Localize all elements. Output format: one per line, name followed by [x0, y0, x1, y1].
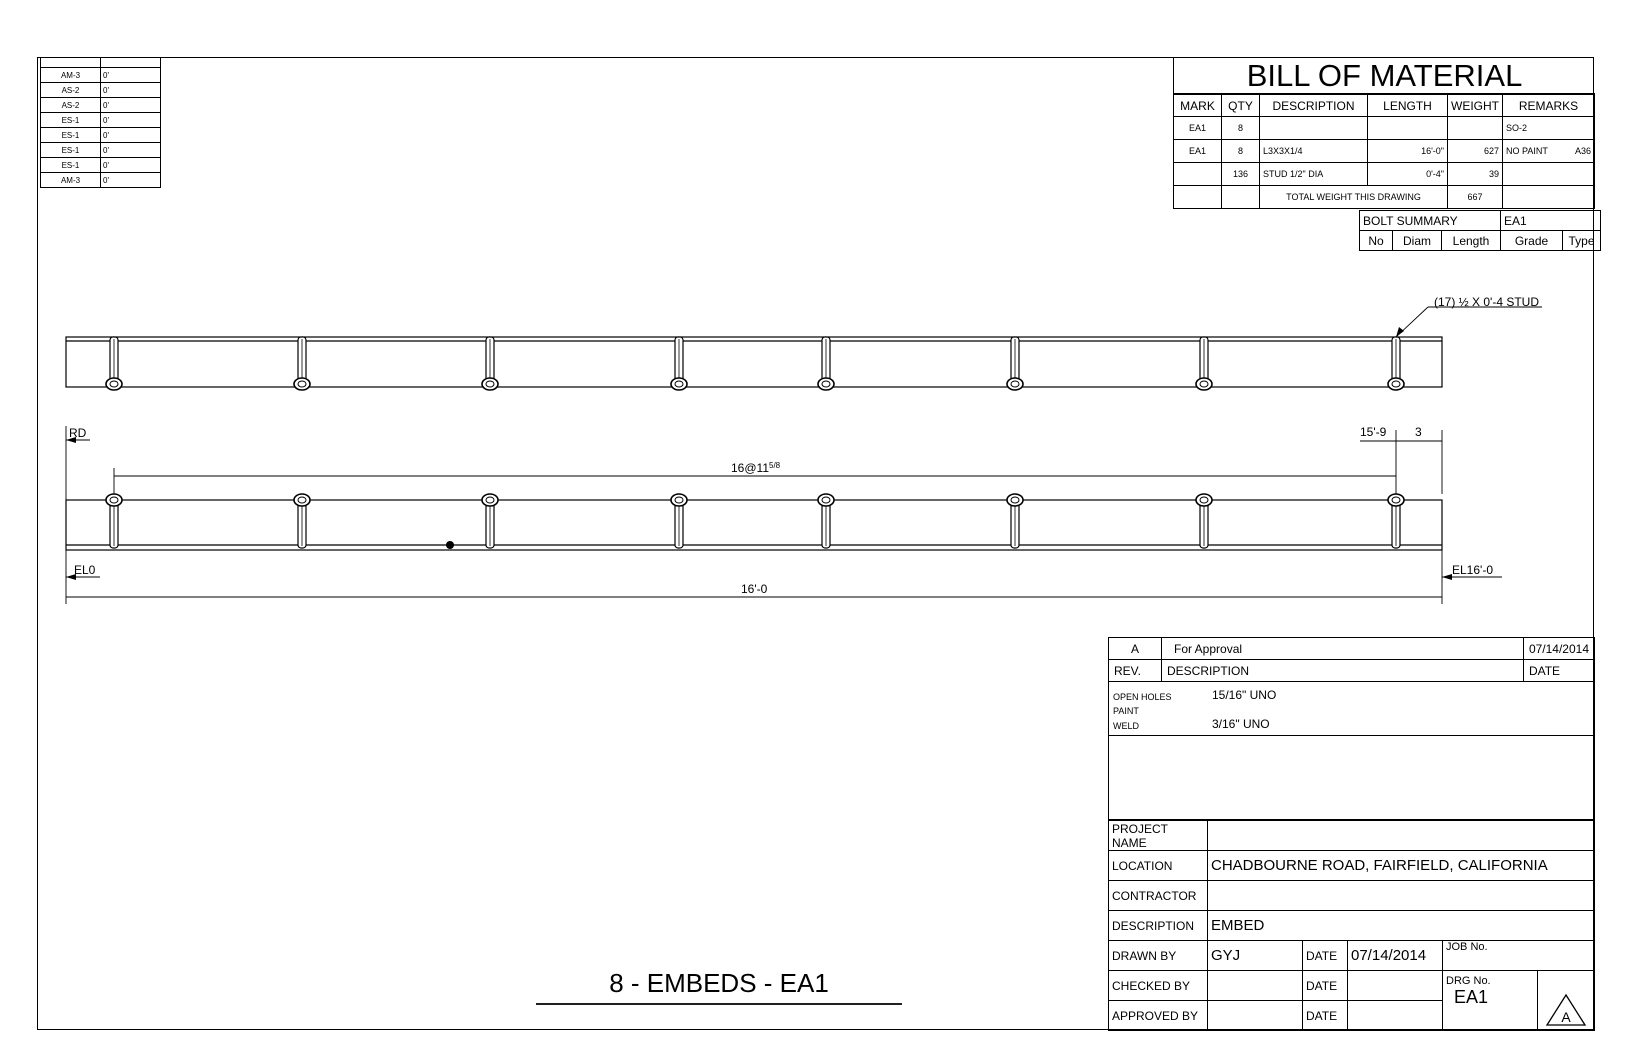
table-row — [1109, 971, 1595, 1001]
project-name-label: PROJECT NAME — [1109, 821, 1208, 851]
table-row — [1109, 821, 1595, 851]
bom-remarks-text: NO PAINT — [1506, 146, 1548, 156]
drg-no-value: EA1 — [1454, 987, 1489, 1007]
table-row — [1109, 881, 1595, 911]
bolt-header-type: Type — [1563, 231, 1601, 251]
studs-bottom — [106, 494, 1404, 548]
location-value: CHADBOURNE ROAD, FAIRFIELD, CALIFORNIA — [1208, 851, 1595, 881]
stud-marker — [671, 494, 687, 548]
spacing-label-text: 16@11 — [731, 461, 769, 475]
date-label: DATE — [1303, 1001, 1348, 1031]
bom-header-remarks: REMARKS — [1503, 95, 1595, 117]
arrow-head — [1442, 574, 1452, 580]
drawing-title: 8 - EMBEDS - EA1 — [609, 968, 829, 998]
bom-qty: 8 — [1222, 117, 1260, 140]
spacing-label — [731, 461, 781, 475]
table-row — [1109, 638, 1595, 660]
title-block — [1108, 637, 1595, 1031]
studs-top — [106, 337, 1404, 390]
bom-qty: 8 — [1222, 140, 1260, 163]
bom-mark: EA1 — [1174, 140, 1222, 163]
mark-cell: AM-3 — [41, 68, 101, 83]
dim-15-9: 15'-9 — [1360, 425, 1387, 439]
paint-label: PAINT — [1113, 706, 1139, 716]
stud-marker — [818, 337, 834, 390]
dim-3: 3 — [1415, 425, 1422, 439]
table-row — [1109, 911, 1595, 941]
notes-block — [1108, 682, 1595, 736]
stud-marker — [294, 337, 310, 390]
rev-description: For Approval — [1162, 638, 1524, 660]
rev-value: A — [1109, 638, 1162, 660]
stud-marker — [1388, 494, 1404, 548]
bom-length: 0'-4" — [1368, 163, 1448, 186]
stud-marker — [294, 494, 310, 548]
stud-marker — [1388, 337, 1404, 390]
bom-header-length: LENGTH — [1368, 95, 1448, 117]
bom-header-weight: WEIGHT — [1448, 95, 1503, 117]
bom-total-label: TOTAL WEIGHT THIS DRAWING — [1260, 186, 1448, 209]
revision-table — [1108, 637, 1595, 682]
approved-date-value — [1348, 1001, 1443, 1031]
arrow-head — [1396, 327, 1404, 337]
weld-value: 3/16" UNO — [1212, 717, 1270, 731]
bom-remarks-text: SO-2 — [1506, 123, 1528, 133]
angle-top-view — [66, 337, 1442, 387]
description-label: DESCRIPTION — [1109, 911, 1208, 941]
open-holes-label: OPEN HOLES — [1113, 692, 1172, 702]
checked-date-value — [1348, 971, 1443, 1001]
elevation-cell: 0' — [101, 98, 161, 113]
mark-cell: ES-1 — [41, 143, 101, 158]
contractor-label: CONTRACTOR — [1109, 881, 1208, 911]
drawn-by-value: GYJ — [1208, 941, 1303, 971]
contractor-value — [1208, 881, 1595, 911]
table-row — [1109, 851, 1595, 881]
location-label: LOCATION — [1109, 851, 1208, 881]
bom-weight: 39 — [1448, 163, 1503, 186]
drg-no-cell — [1443, 971, 1538, 1031]
bom-mark: EA1 — [1174, 117, 1222, 140]
stud-marker — [1007, 337, 1023, 390]
mark-cell: ES-1 — [41, 128, 101, 143]
rev-mark-text: A — [1561, 1009, 1571, 1025]
bom-weight: 627 — [1448, 140, 1503, 163]
elevation-cell: 0' — [101, 128, 161, 143]
bom-description: L3X3X1/4 — [1260, 140, 1368, 163]
bolt-header-diam: Diam — [1393, 231, 1442, 251]
overall-dimension: 16'-0 — [741, 582, 768, 596]
weld-dot — [446, 541, 454, 549]
stud-marker — [818, 494, 834, 548]
stud-callout: (17) ½ X 0'-4 STUD — [1434, 295, 1539, 309]
job-no-label: JOB No. — [1443, 941, 1595, 971]
description-header: DESCRIPTION — [1162, 660, 1524, 682]
spacing-fraction: 5/8 — [769, 461, 781, 470]
checked-by-value — [1208, 971, 1303, 1001]
bolt-header-grade: Grade — [1501, 231, 1563, 251]
mark-cell: ES-1 — [41, 113, 101, 128]
rev-mark-cell — [1538, 971, 1595, 1031]
stud-marker — [1196, 494, 1212, 548]
bom-remarks-extra: A36 — [1574, 146, 1591, 156]
revision-triangle-icon — [1545, 993, 1587, 1027]
elevation-cell: 0' — [101, 83, 161, 98]
open-holes-value: 15/16" UNO — [1212, 688, 1277, 702]
project-name-value — [1208, 821, 1595, 851]
drawn-by-label: DRAWN BY — [1109, 941, 1208, 971]
rev-date: 07/14/2014 — [1523, 638, 1594, 660]
date-label: DATE — [1303, 971, 1348, 1001]
approved-by-value — [1208, 1001, 1303, 1031]
weld-label: WELD — [1113, 721, 1140, 731]
rd-label: RD — [69, 426, 87, 440]
elevation-cell: 0' — [101, 158, 161, 173]
el-left: EL0 — [74, 563, 96, 577]
stud-marker — [106, 337, 122, 390]
approved-by-label: APPROVED BY — [1109, 1001, 1208, 1031]
date-label: DATE — [1303, 941, 1348, 971]
stud-marker — [1007, 494, 1023, 548]
bom-total-weight: 667 — [1448, 186, 1503, 209]
mark-cell: AM-3 — [41, 173, 101, 188]
elevation-cell: 0' — [101, 68, 161, 83]
checked-by-label: CHECKED BY — [1109, 971, 1208, 1001]
date-header: DATE — [1523, 660, 1594, 682]
mark-cell: ES-1 — [41, 158, 101, 173]
elevation-cell: 0' — [101, 113, 161, 128]
description-value: EMBED — [1208, 911, 1595, 941]
elevation-cell: 0' — [101, 173, 161, 188]
table-row — [1109, 660, 1595, 682]
bom-header-mark: MARK — [1174, 95, 1222, 117]
stud-marker — [671, 337, 687, 390]
bom-header-description: DESCRIPTION — [1260, 95, 1368, 117]
mark-cell: AS-2 — [41, 83, 101, 98]
stud-marker — [1196, 337, 1212, 390]
rev-header: REV. — [1109, 660, 1162, 682]
bom-description: STUD 1/2" DIA — [1260, 163, 1368, 186]
table-row — [1109, 941, 1595, 971]
bom-length: 16'-0" — [1368, 140, 1448, 163]
stud-marker — [482, 494, 498, 548]
bolt-summary-mark: EA1 — [1501, 211, 1601, 231]
bolt-summary-title: BOLT SUMMARY — [1360, 211, 1501, 231]
bom-title: BILL OF MATERIAL — [1173, 57, 1595, 94]
drg-no-label: DRG No. — [1446, 975, 1491, 987]
info-table — [1108, 820, 1595, 1031]
blank-block — [1108, 736, 1595, 820]
bom-qty: 136 — [1222, 163, 1260, 186]
drawn-date-value: 07/14/2014 — [1348, 941, 1443, 971]
stud-marker — [106, 494, 122, 548]
stud-marker — [482, 337, 498, 390]
bom-header-qty: QTY — [1222, 95, 1260, 117]
bolt-header-length: Length — [1442, 231, 1501, 251]
elevation-cell: 0' — [101, 143, 161, 158]
el-right: EL16'-0 — [1452, 563, 1493, 577]
angle-front-view — [66, 500, 1442, 550]
bolt-header-no: No — [1360, 231, 1393, 251]
mark-cell: AS-2 — [41, 98, 101, 113]
